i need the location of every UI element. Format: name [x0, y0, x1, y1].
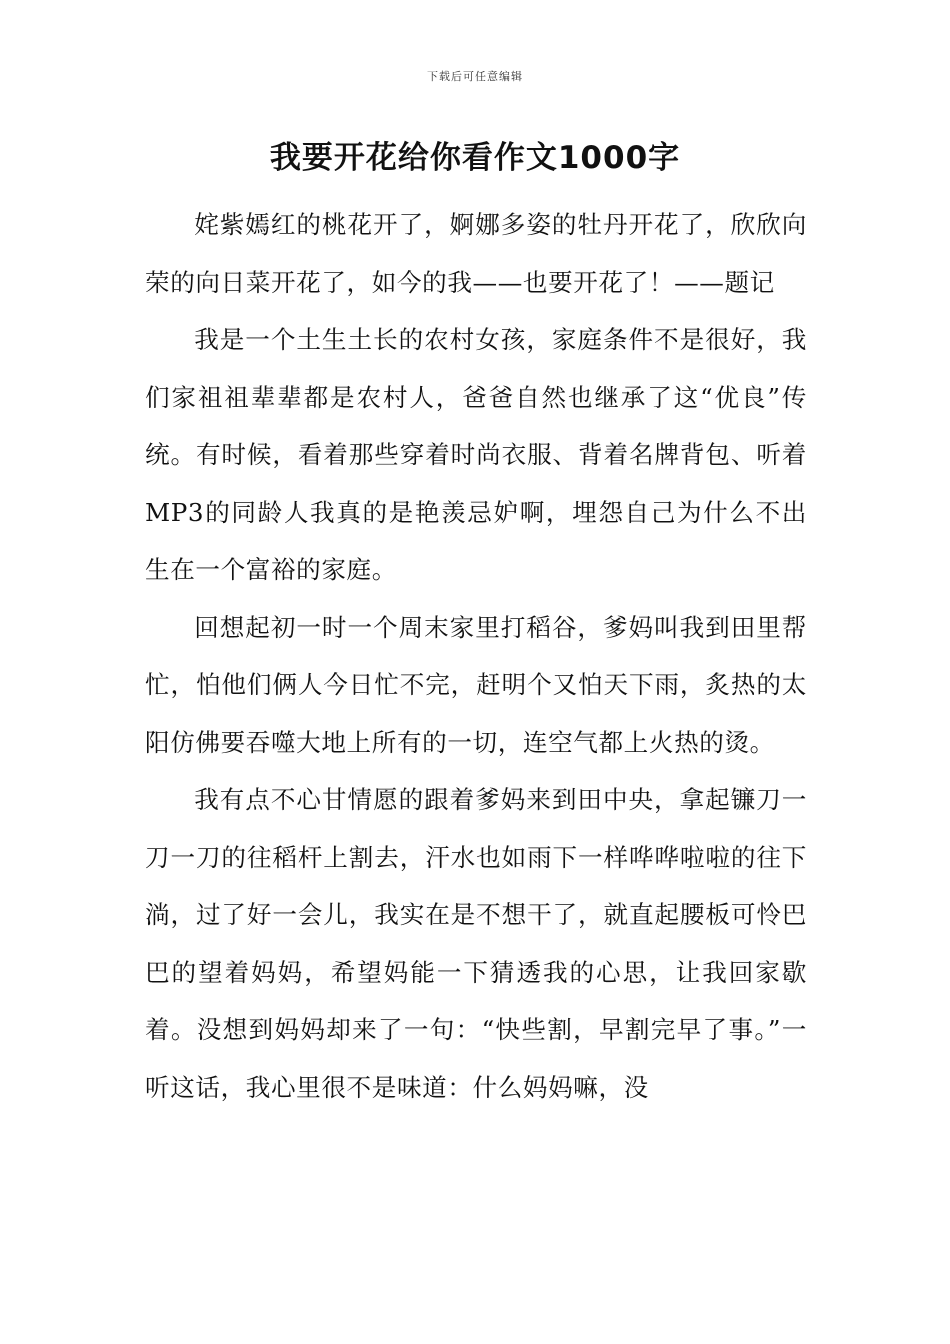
document-body — [145, 196, 807, 1116]
paragraph-2: 我是一个土生土长的农村女孩，家庭条件不是很好，我们家祖祖辈辈都是农村人，爸爸自然也继承了这“优良”传统。有时候，看着那些穿着时尚衣服、背着名牌背包、听着MP3的同龄人我真的是艳羡忌妒啊，埋怨自己为什么不出生在一个富裕的家庭。 — [145, 325, 807, 584]
document-title: 我要开花给你看作文1000字 — [269, 140, 681, 176]
header-note: 下载后可任意编辑 — [427, 70, 523, 83]
paragraph-1: 姹紫嫣红的桃花开了，婀娜多姿的牡丹开花了，欣欣向荣的向日菜开花了，如今的我——也要开花了！——题记 — [145, 210, 807, 297]
paragraph-4: 我有点不心甘情愿的跟着爹妈来到田中央，拿起镰刀一刀一刀的往稻杆上割去，汗水也如雨下一样哗哗啦啦的往下淌，过了好一会儿，我实在是不想干了，就直起腰板可怜巴巴的望着妈妈，希望妈能一下猜透我的心思，让我回家歇着。没想到妈妈却来了一句：“快些割，早割完早了事。”一听这话，我心里很不是味道：什么妈妈嘛，没 — [145, 785, 807, 1102]
paragraph-3: 回想起初一时一个周末家里打稻谷，爹妈叫我到田里帮忙，怕他们俩人今日忙不完，赶明个又怕天下雨，炙热的太阳仿佛要吞噬大地上所有的一切，连空气都上火热的烫。 — [145, 612, 807, 757]
